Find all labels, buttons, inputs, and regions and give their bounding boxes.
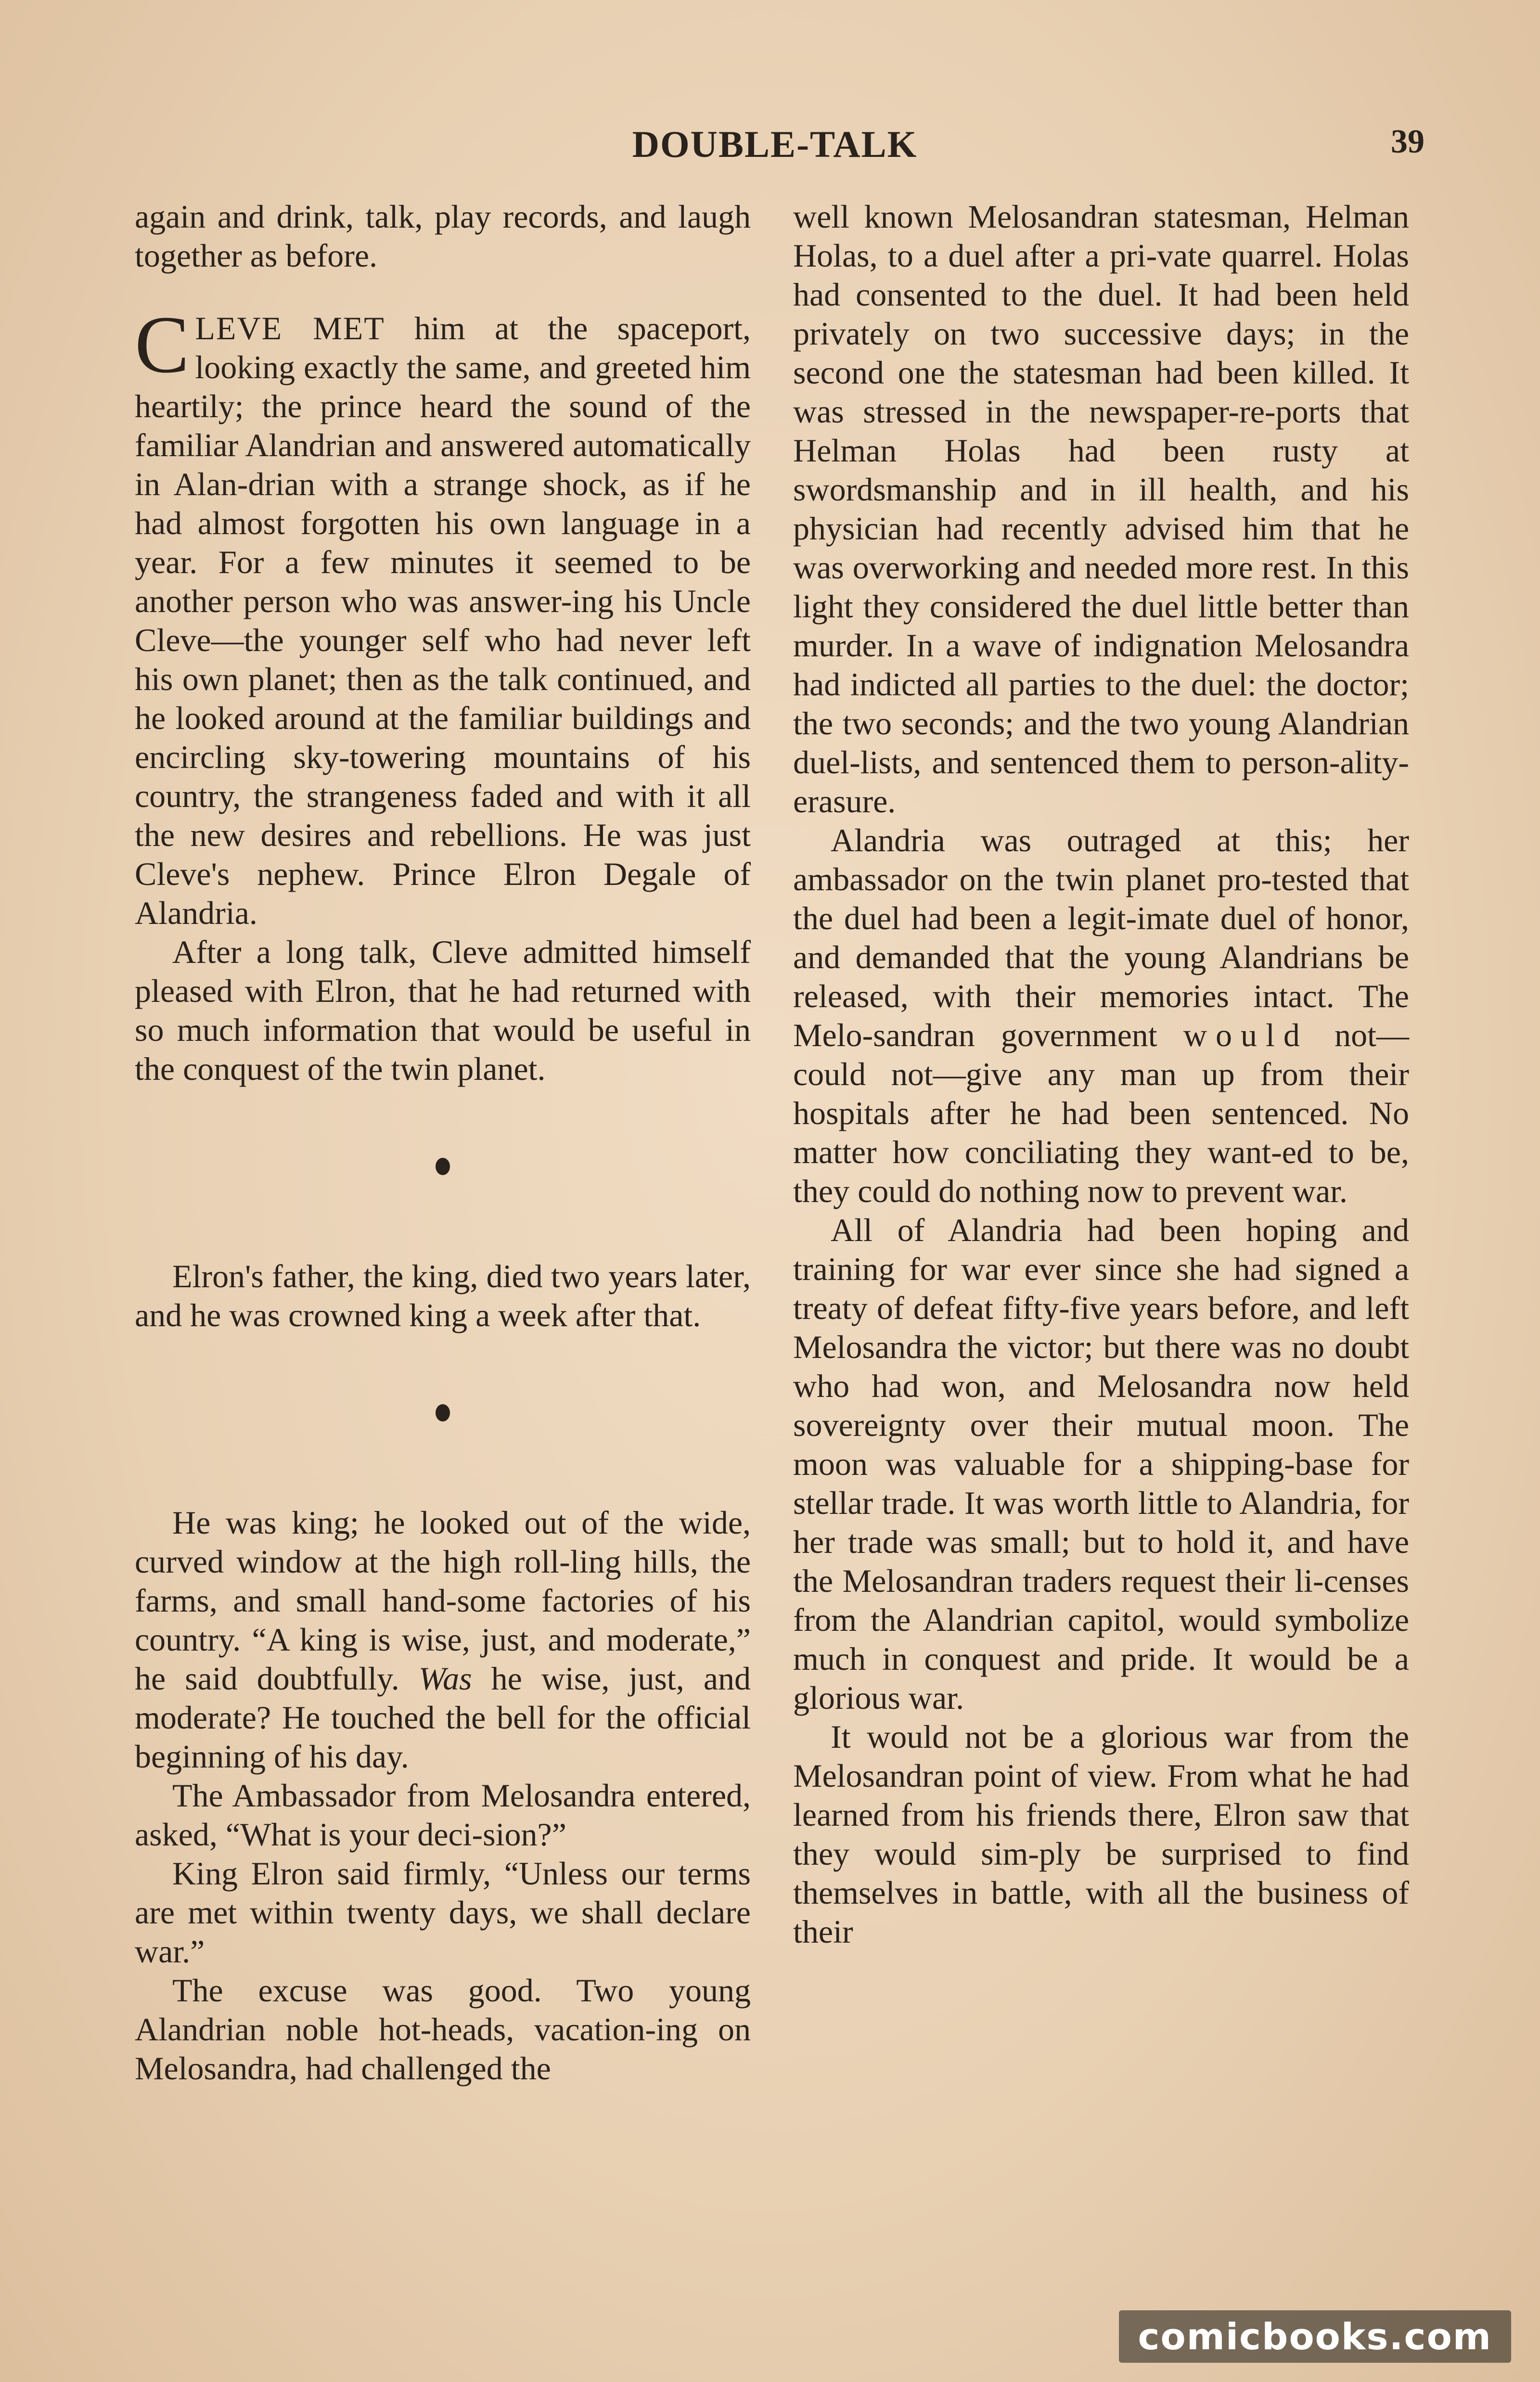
- paragraph: King Elron said firmly, “Unless our terms are met within twenty days, we shall declare war.”: [135, 1855, 751, 1970]
- paragraph: Elron's father, the king, died two years later, and he was crowned king a week after that.: [135, 1258, 751, 1333]
- paragraph: After a long talk, Cleve admitted himself pleased with Elron, that he had returned with so much information that would be useful in the conquest of the twin planet.: [135, 934, 751, 1087]
- paragraph-text: not—could not—give any man up from their hospitals after he had been sentenced. No matter how conciliating they want-ed to be, they could do nothing now to prevent war.: [793, 1017, 1409, 1209]
- spaced-word: would: [1183, 1017, 1309, 1053]
- paragraph-text: Alandria was outraged at this; her ambassador on the twin planet pro-tested that the duel had been a legit-imate duel of honor, and demanded that the young Alandrians be released, with their memories intact. The Melo-sandran government: [793, 822, 1409, 1053]
- paragraph-dropcap: [135, 299, 751, 933]
- section-gap: [135, 275, 751, 309]
- left-column: [135, 197, 751, 2267]
- page-number: 39: [1391, 123, 1424, 160]
- bullet-ornament: [436, 1404, 450, 1422]
- paragraph: [135, 1503, 751, 1776]
- section-divider: [135, 1151, 751, 1180]
- paragraph-text: He was king; he looked out of the wide, curved window at the high roll-ling hills, the farms, and small hand-some factories of his country. “A king is wise, just, and moderate,” he said doubtfully.: [135, 1504, 751, 1697]
- right-column: [793, 197, 1409, 2267]
- paragraph-text: he wise, just, and moderate? He touched the bell for the official beginning of his day.: [135, 1660, 751, 1775]
- paragraph: All of Alandria had been hoping and training for war ever since she had signed a treaty of defeat fifty-five years before, and left Melosandra the victor; but there was no doubt who had won, and Melosandra now held sovereignty over their mutual moon. The moon was valuable for a shipping-base for stellar trade. It was worth little to Alandria, for her trade was small; but to hold it, and have the Melosandran traders request their li-censes from the Alandrian capitol, would symbolize much in conquest and pride. It would be a glorious war.: [793, 1212, 1409, 1716]
- paragraph: The Ambassador from Melosandra entered, asked, “What is your deci-sion?”: [135, 1777, 751, 1853]
- section-divider: [135, 1397, 751, 1426]
- paragraph: well known Melosandran statesman, Helman Holas, to a duel after a pri-vate quarrel. Holas had consented to the duel. It had been held privately on two successive days; in the second one the statesman had been killed. It was stressed in the newspaper-re-ports that Helman Holas had been rusty at swordsmanship and in ill health, and his physician had recently advised him that he was overworking and needed more rest. In this light they considered the duel little better than murder. In a wave of indignation Melosandra had indicted all parties to the duel: the doctor; the two seconds; and the two young Alandrian duel-lists, and sentenced them to person-ality-erasure.: [793, 198, 1409, 820]
- paragraph: It would not be a glorious war from the Melosandran point of view. From what he had learned from his friends there, Elron saw that they would sim-ply be surprised to find themselves in battle, with all the business of their: [793, 1718, 1409, 1950]
- paragraph: [793, 821, 1409, 1211]
- lead-in: LEVE MET: [195, 310, 385, 346]
- paragraph: The excuse was good. Two young Alandrian noble hot-heads, vacation-ing on Melosandra, had challenged the: [135, 1972, 751, 2087]
- site-watermark: comicbooks.com: [1119, 2310, 1512, 2363]
- running-title: DOUBLE-TALK: [632, 123, 918, 165]
- italic-word: Was: [418, 1660, 472, 1697]
- bullet-ornament: [436, 1158, 450, 1175]
- page-header: [125, 123, 1424, 166]
- paragraph: again and drink, talk, play records, and laugh together as before.: [135, 198, 751, 274]
- paragraph-text: him at the spaceport, looking exactly the same, and greeted him heartily; the prince heard the sound of the familiar Alandrian and answered automatically in Alan-drian with a strange shock, as if he had almost forgotten his own language in a year. For a few minutes it seemed to be another person who was answer-ing his Uncle Cleve—the younger self who had never left his own planet; then as the talk continued, and he looked around at the familiar buildings and encircling sky-towering mountains of his country, the strangeness faded and with it all the new desires and rebellions. He was just Cleve's nephew. Prince Elron Degale of Alandria.: [135, 310, 751, 931]
- drop-cap: C: [135, 299, 190, 390]
